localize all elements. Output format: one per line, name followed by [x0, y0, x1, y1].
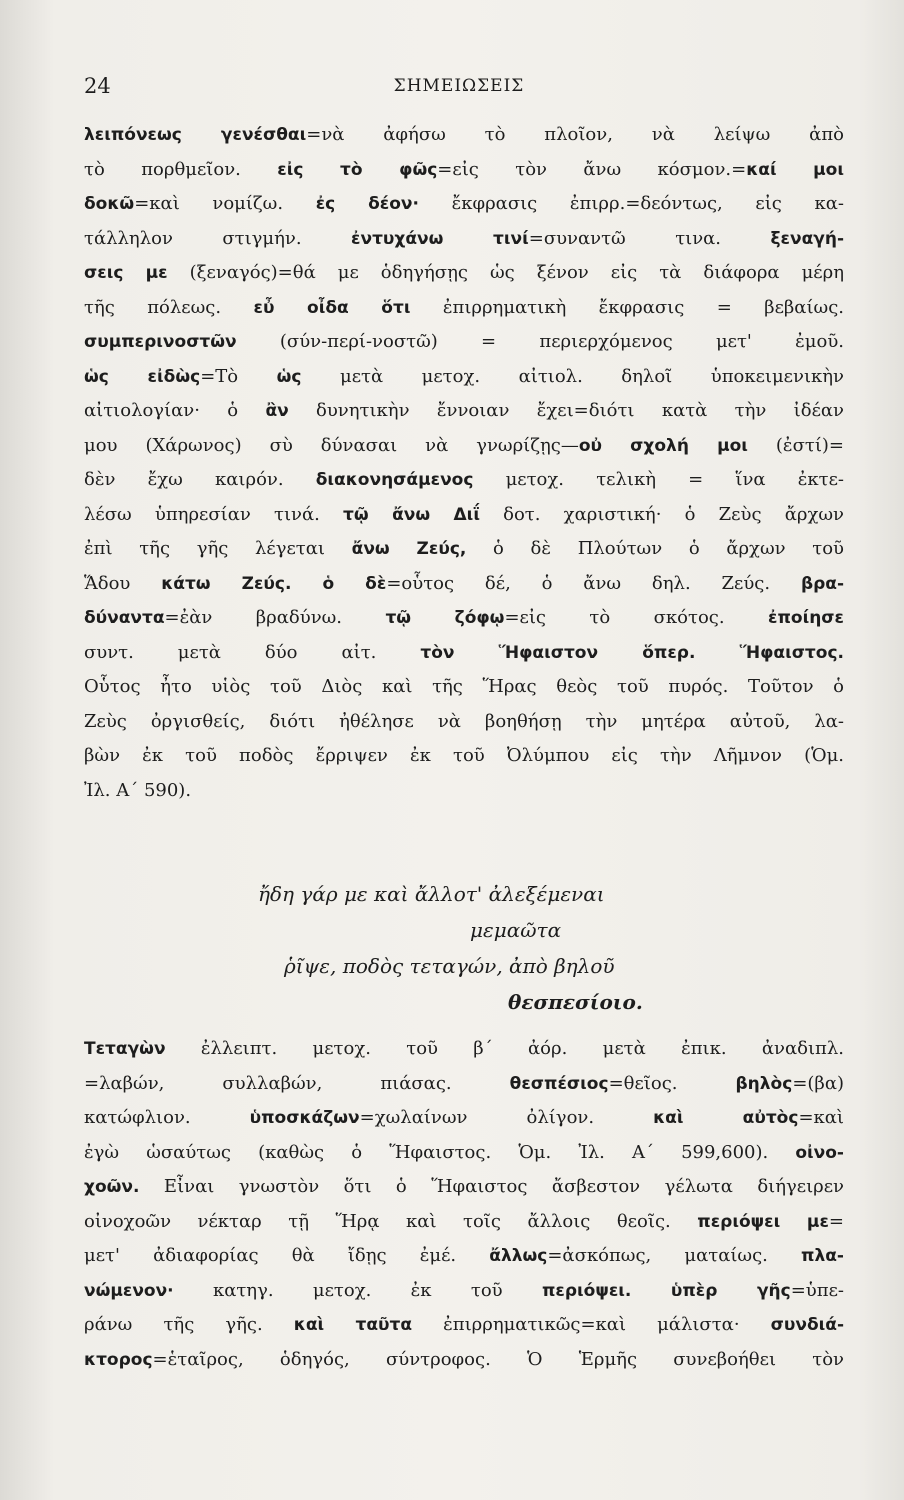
- text-line: [84, 1032, 844, 1067]
- text-run: =χωλαίνων ὀλίγον.: [359, 1107, 654, 1128]
- bold-lemma: συνδιά-: [770, 1315, 844, 1335]
- text-run: =λαβών, συλλαβών, πιάσας.: [84, 1072, 510, 1094]
- text-line: [84, 601, 844, 636]
- text-run: =Τὸ: [200, 365, 277, 387]
- text-run: βὼν ἐκ τοῦ ποδὸς ἔρριψεν ἐκ τοῦ Ὀλύμπου εἰς τὴν Λῆμνον (Ὁμ.: [84, 745, 844, 766]
- text-line: [84, 1205, 844, 1240]
- text-line: [84, 463, 844, 498]
- text-line: [84, 222, 844, 257]
- bold-lemma: εὖ οἶδα ὅτι: [253, 297, 411, 318]
- text-run: οἰνοχοῶν νέκταρ τῇ Ἥρᾳ καὶ τοῖς ἄλλοις θεοῖς.: [84, 1210, 698, 1232]
- text-run: μετὰ μετοχ. αἰτιολ. δηλοῖ ὑποκειμενικὴν: [301, 365, 844, 387]
- bold-lemma: κτορος: [84, 1349, 153, 1370]
- text-run: ἔκφρασις ἐπιρρ.=δεόντως, εἰς κα-: [418, 193, 844, 214]
- bold-lemma: περιόψει. ὑπὲρ γῆς: [541, 1280, 791, 1301]
- text-run: (ξεναγός)=θά με ὁδηγήσῃς ὡς ξένον εἰς τὰ διάφορα μέρη: [167, 262, 844, 283]
- text-line: [84, 429, 844, 464]
- page-header: [84, 74, 834, 104]
- text-run: λέσω ὑπηρεσίαν τινά.: [84, 503, 344, 525]
- bold-lemma: λειπόνεως γενέσθαι: [84, 125, 307, 145]
- text-run: =καὶ νομίζω.: [134, 193, 316, 214]
- running-title: ΣΗΜΕΙΩΣΕΙΣ: [393, 76, 525, 96]
- bold-lemma: νώμενον·: [84, 1280, 174, 1301]
- text-run: =εἰς τὸν ἄνω κόσμον.=: [437, 158, 747, 180]
- text-run: =ἑταῖρος, ὁδηγός, σύντροφος. Ὁ Ἑρμῆς συνεβοήθει τὸν: [152, 1348, 844, 1370]
- text-run: =οὗτος δέ, ὁ ἄνω δηλ. Ζεύς.: [386, 572, 801, 594]
- bold-lemma: ὡς εἰδὼς: [84, 366, 201, 387]
- text-line: [84, 153, 844, 188]
- bold-lemma: ἐντυχάνω τινί: [351, 228, 529, 249]
- bold-lemma: οὐ σχολή μοι: [578, 435, 748, 456]
- text-run: ἐπιρρηματικὴ ἔκφρασις = βεβαίως.: [410, 296, 844, 318]
- bold-lemma: ἐς δέον·: [315, 194, 419, 214]
- text-line: [84, 325, 844, 360]
- bold-lemma: καὶ ταῦτα: [293, 1315, 413, 1335]
- bold-lemma: περιόψει με: [697, 1211, 829, 1232]
- text-line: [84, 394, 844, 429]
- text-run: ἐπὶ τῆς γῆς λέγεται: [84, 538, 352, 559]
- text-run: (σύν-περί-νοστῶ) = περιερχόμενος μετ' ἐμοῦ.: [236, 331, 844, 352]
- bold-lemma: ἄλλως: [489, 1246, 548, 1266]
- text-run: Εἶναι γνωστὸν ὅτι ὁ Ἥφαιστος ἄσβεστον γέλωτα διήγειρεν: [139, 1176, 844, 1197]
- text-run: Ἰλ. Α΄ 590).: [84, 779, 192, 801]
- bold-lemma: εἰς τὸ φῶς: [277, 159, 438, 180]
- text-line: [84, 636, 844, 671]
- bold-lemma: ἂν: [265, 401, 289, 421]
- bold-lemma: θεσπέσιος: [509, 1073, 609, 1094]
- quote-line: μεμαῶτα: [470, 918, 562, 942]
- text-run: =ἀσκόπως, ματαίως.: [547, 1245, 802, 1266]
- text-run: =καὶ: [798, 1107, 844, 1128]
- text-run: Οὗτος ἦτο υἱὸς τοῦ Διὸς καὶ τῆς Ἥρας θεὸς τοῦ πυρός. Τοῦτον ὁ: [84, 676, 844, 697]
- bold-lemma: σεις με: [84, 263, 168, 283]
- text-line: [84, 705, 844, 740]
- text-run: μετοχ. τελικὴ = ἵνα ἐκτε-: [473, 469, 844, 490]
- text-run: τὸ πορθμεῖον.: [84, 158, 278, 180]
- bold-lemma: ἐποίησε: [767, 608, 844, 628]
- homer-quotation: [84, 876, 844, 1020]
- text-line: [84, 1136, 844, 1171]
- text-run: =συναντῶ τινα.: [528, 227, 771, 249]
- text-run: τάλληλον στιγμήν.: [84, 227, 352, 249]
- text-run: =ὑπε-: [790, 1279, 844, 1301]
- bold-lemma: ὡς: [276, 366, 302, 387]
- text-run: μου (Χάρωνος) σὺ δύνασαι νὰ γνωρίζῃς—: [84, 434, 579, 456]
- text-line: [84, 1067, 844, 1102]
- text-line: [84, 1308, 844, 1343]
- bold-lemma: διακονησάμενος: [315, 470, 474, 490]
- quote-line: ἤδη γάρ με καὶ ἄλλοτ' ἀλεξέμεναι: [258, 882, 605, 906]
- bold-lemma: καὶ αὐτὸς: [653, 1108, 799, 1128]
- text-line: [84, 1343, 844, 1378]
- text-line: [84, 118, 844, 153]
- bold-lemma: ξεναγή-: [770, 228, 844, 249]
- page-number: 24: [84, 74, 111, 98]
- text-run: =: [828, 1210, 844, 1232]
- bold-lemma: βηλὸς: [735, 1073, 793, 1094]
- bold-lemma: οἰνο-: [795, 1142, 844, 1163]
- text-run: ἐγὼ ὡσαύτως (καθὼς ὁ Ἥφαιστος. Ὁμ. Ἰλ. Α΄ 599,600).: [84, 1141, 796, 1163]
- text-line: [84, 1170, 844, 1205]
- text-line: [84, 532, 844, 567]
- text-run: Ἅδου: [84, 572, 162, 594]
- text-run: κατώφλιον.: [84, 1107, 250, 1128]
- bold-lemma: βρα-: [800, 573, 844, 594]
- text-line: [84, 1239, 844, 1274]
- text-line: [84, 291, 844, 326]
- text-line: [84, 1101, 844, 1136]
- text-run: =(βα): [792, 1072, 844, 1094]
- bold-lemma: χοῶν.: [84, 1177, 140, 1197]
- text-run: συντ. μετὰ δύο αἰτ.: [84, 641, 421, 663]
- text-run: ράνω τῆς γῆς.: [84, 1314, 294, 1335]
- text-run: ὁ δὲ Πλούτων ὁ ἄρχων τοῦ: [466, 538, 844, 559]
- text-run: (ἐστί)=: [747, 434, 844, 456]
- bold-lemma: δύναντα: [84, 608, 165, 628]
- text-run: =εἰς τὸ σκότος.: [504, 607, 768, 628]
- bold-lemma: Τεταγὼν: [84, 1039, 166, 1059]
- text-line: [84, 567, 844, 602]
- bold-lemma: πλα-: [801, 1246, 844, 1266]
- text-line: [84, 256, 844, 291]
- bold-lemma: καί μοι: [746, 159, 844, 180]
- notes-text-part-1: [84, 118, 844, 808]
- bold-lemma: τῷ ζόφῳ: [385, 608, 505, 628]
- text-line: [84, 1274, 844, 1309]
- bold-lemma: τὸν Ἥφαιστον ὅπερ. Ἥφαιστος.: [420, 642, 844, 663]
- text-run: αἰτιολογίαν· ὁ: [84, 400, 266, 421]
- text-line: [84, 739, 844, 774]
- text-run: =νὰ ἀφήσω τὸ πλοῖον, νὰ λείψω ἀπὸ: [306, 124, 844, 145]
- text-run: δοτ. χαριστική· ὁ Ζεὺς ἄρχων: [479, 503, 844, 525]
- quote-line: ῥῖψε, ποδὸς τεταγών, ἀπὸ βηλοῦ: [284, 954, 615, 978]
- text-run: μετ' ἀδιαφορίας θὰ ἴδῃς ἐμέ.: [84, 1245, 490, 1266]
- text-run: ἐλλειπτ. μετοχ. τοῦ β΄ ἀόρ. μετὰ ἐπικ. ἀναδιπλ.: [165, 1038, 844, 1059]
- text-run: δυνητικὴν ἔννοιαν ἔχει=διότι κατὰ τὴν ἰδέαν: [288, 400, 844, 421]
- bold-lemma: ὑποσκάζων: [249, 1108, 360, 1128]
- text-run: =θεῖος.: [608, 1072, 736, 1094]
- text-line: [84, 498, 844, 533]
- bold-lemma: συμπερινοστῶν: [84, 332, 237, 352]
- text-line: [84, 670, 844, 705]
- text-line: [84, 360, 844, 395]
- text-run: =ἐὰν βραδύνω.: [164, 607, 386, 628]
- text-line: [84, 187, 844, 222]
- bold-lemma: ἄνω Ζεύς,: [351, 539, 467, 559]
- text-run: δὲν ἔχω καιρόν.: [84, 469, 316, 490]
- text-run: Ζεὺς ὀργισθείς, διότι ἠθέλησε νὰ βοηθήσῃ τὴν μητέρα αὐτοῦ, λα-: [84, 710, 844, 732]
- bold-lemma: τῷ ἄνω Διΐ: [343, 504, 480, 525]
- text-run: τῆς πόλεως.: [84, 296, 254, 318]
- text-line: [84, 774, 844, 809]
- bold-lemma: κάτω Ζεύς. ὁ δὲ: [161, 573, 387, 594]
- quote-line: θεσπεσίοιο.: [508, 990, 643, 1014]
- text-run: ἐπιρρηματικῶς=καὶ μάλιστα·: [412, 1314, 771, 1335]
- text-run: κατηγ. μετοχ. ἐκ τοῦ: [173, 1279, 542, 1301]
- bold-lemma: δοκῶ: [84, 194, 135, 214]
- notes-text-part-2: [84, 1032, 844, 1377]
